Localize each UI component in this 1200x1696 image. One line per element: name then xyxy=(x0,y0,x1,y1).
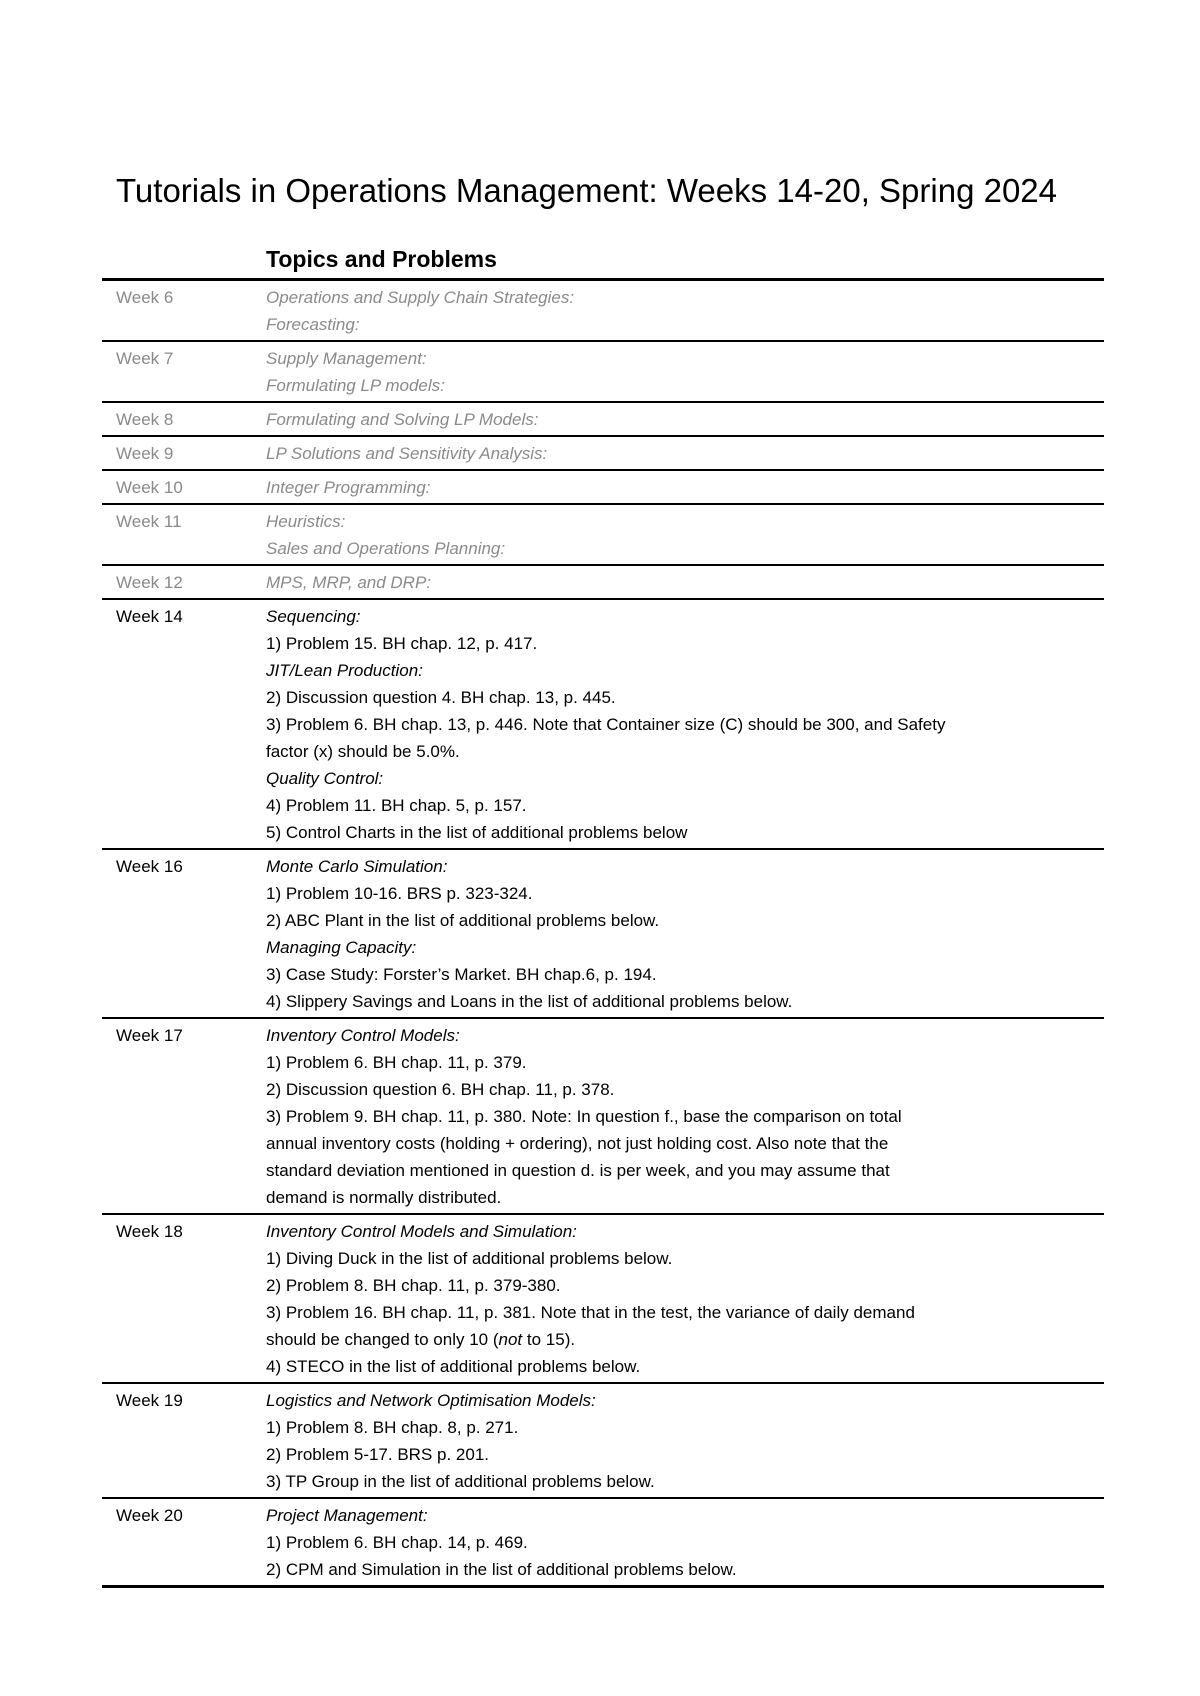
problem-item: 2) ABC Plant in the list of additional problems below. xyxy=(266,911,660,930)
topic-heading: Formulating and Solving LP Models: xyxy=(266,410,539,429)
topic-heading: Quality Control: xyxy=(266,769,384,788)
problem-item: 2) Discussion question 4. BH chap. 13, p. 445. xyxy=(266,688,616,707)
table-row xyxy=(102,600,1104,850)
topic-heading: Sequencing: xyxy=(266,607,361,626)
schedule-table xyxy=(102,246,1104,1588)
week-label: Week 19 xyxy=(116,1391,183,1410)
table-row xyxy=(102,505,1104,566)
problem-item: should be changed to only 10 (not to 15). xyxy=(266,1330,576,1349)
problem-item: standard deviation mentioned in question d. is per week, and you may assume that xyxy=(266,1161,890,1180)
topics-cell xyxy=(266,1218,1104,1380)
week-label: Week 6 xyxy=(116,288,174,307)
problem-item: 2) Discussion question 6. BH chap. 11, p. 378. xyxy=(266,1080,615,1099)
problem-item: 3) TP Group in the list of additional problems below. xyxy=(266,1472,655,1491)
week-label: Week 10 xyxy=(116,478,183,497)
topics-cell xyxy=(266,440,1104,467)
week-label: Week 11 xyxy=(116,512,182,531)
problem-item: 3) Problem 9. BH chap. 11, p. 380. Note: In question f., base the comparison on total xyxy=(266,1107,902,1126)
topic-heading: Forecasting: xyxy=(266,315,360,334)
topics-cell xyxy=(266,474,1104,501)
problem-item: 1) Problem 6. BH chap. 14, p. 469. xyxy=(266,1533,528,1552)
table-header-row xyxy=(102,246,1104,281)
topic-heading: Project Management: xyxy=(266,1506,428,1525)
topic-heading: Heuristics: xyxy=(266,512,346,531)
topic-heading: LP Solutions and Sensitivity Analysis: xyxy=(266,444,548,463)
topic-heading: Sales and Operations Planning: xyxy=(266,539,506,558)
topic-heading: Supply Management: xyxy=(266,349,427,368)
table-row xyxy=(102,566,1104,600)
table-row xyxy=(102,1499,1104,1588)
problem-item: annual inventory costs (holding + ordering), not just holding cost. Also note that the xyxy=(266,1134,889,1153)
problem-item: demand is normally distributed. xyxy=(266,1188,502,1207)
week-label: Week 14 xyxy=(116,607,183,626)
table-row xyxy=(102,403,1104,437)
problem-item: 5) Control Charts in the list of additional problems below xyxy=(266,823,688,842)
topic-heading: JIT/Lean Production: xyxy=(266,661,423,680)
problem-item: 4) Problem 11. BH chap. 5, p. 157. xyxy=(266,796,527,815)
problem-item: 4) STECO in the list of additional problems below. xyxy=(266,1357,641,1376)
week-label: Week 7 xyxy=(116,349,174,368)
topics-cell xyxy=(266,853,1104,1015)
page-title: Tutorials in Operations Management: Weeks 14-20, Spring 2024 xyxy=(116,172,1058,209)
problem-item: factor (x) should be 5.0%. xyxy=(266,742,460,761)
topics-cell xyxy=(266,569,1104,596)
week-label: Week 16 xyxy=(116,857,183,876)
problem-item: 1) Problem 6. BH chap. 11, p. 379. xyxy=(266,1053,527,1072)
table-row xyxy=(102,437,1104,471)
table-row xyxy=(102,1215,1104,1384)
topic-heading: Integer Programming: xyxy=(266,478,431,497)
problem-item: 3) Problem 16. BH chap. 11, p. 381. Note that in the test, the variance of daily demand xyxy=(266,1303,915,1322)
problem-item: 1) Problem 15. BH chap. 12, p. 417. xyxy=(266,634,538,653)
topic-heading: Logistics and Network Optimisation Models: xyxy=(266,1391,596,1410)
week-label: Week 18 xyxy=(116,1222,183,1241)
problem-item: 1) Problem 8. BH chap. 8, p. 271. xyxy=(266,1418,519,1437)
week-label: Week 20 xyxy=(116,1506,183,1525)
emphasis-text: not xyxy=(498,1330,523,1349)
topic-heading: Inventory Control Models: xyxy=(266,1026,460,1045)
week-label: Week 17 xyxy=(116,1026,183,1045)
problem-item: 1) Diving Duck in the list of additional problems below. xyxy=(266,1249,673,1268)
problem-item: 1) Problem 10-16. BRS p. 323-324. xyxy=(266,884,533,903)
topic-heading: Inventory Control Models and Simulation: xyxy=(266,1222,577,1241)
week-label: Week 12 xyxy=(116,573,183,592)
problem-item: 4) Slippery Savings and Loans in the list of additional problems below. xyxy=(266,992,793,1011)
table-row xyxy=(102,850,1104,1019)
table-body xyxy=(102,281,1104,1588)
problem-item: 3) Case Study: Forster’s Market. BH chap.6, p. 194. xyxy=(266,965,657,984)
week-label: Week 9 xyxy=(116,444,174,463)
topic-heading: Managing Capacity: xyxy=(266,938,417,957)
table-row xyxy=(102,342,1104,403)
topics-cell xyxy=(266,508,1104,562)
table-row xyxy=(102,281,1104,342)
problem-item: 2) Problem 8. BH chap. 11, p. 379-380. xyxy=(266,1276,561,1295)
topics-cell xyxy=(266,1387,1104,1495)
table-row xyxy=(102,1384,1104,1499)
topic-heading: MPS, MRP, and DRP: xyxy=(266,573,432,592)
topics-cell xyxy=(266,406,1104,433)
problem-item: 2) Problem 5-17. BRS p. 201. xyxy=(266,1445,490,1464)
topic-heading: Formulating LP models: xyxy=(266,376,445,395)
problem-item: 2) CPM and Simulation in the list of additional problems below. xyxy=(266,1560,737,1579)
table-row xyxy=(102,1019,1104,1215)
table-row xyxy=(102,471,1104,505)
topics-cell xyxy=(266,1502,1104,1583)
topics-cell xyxy=(266,284,1104,338)
topics-cell xyxy=(266,603,1104,846)
topics-cell xyxy=(266,345,1104,399)
topic-heading: Operations and Supply Chain Strategies: xyxy=(266,288,575,307)
column-header-topics: Topics and Problems xyxy=(266,246,497,272)
problem-item: 3) Problem 6. BH chap. 13, p. 446. Note that Container size (C) should be 300, and Safety xyxy=(266,715,946,734)
topics-cell xyxy=(266,1022,1104,1211)
topic-heading: Monte Carlo Simulation: xyxy=(266,857,448,876)
week-label: Week 8 xyxy=(116,410,174,429)
